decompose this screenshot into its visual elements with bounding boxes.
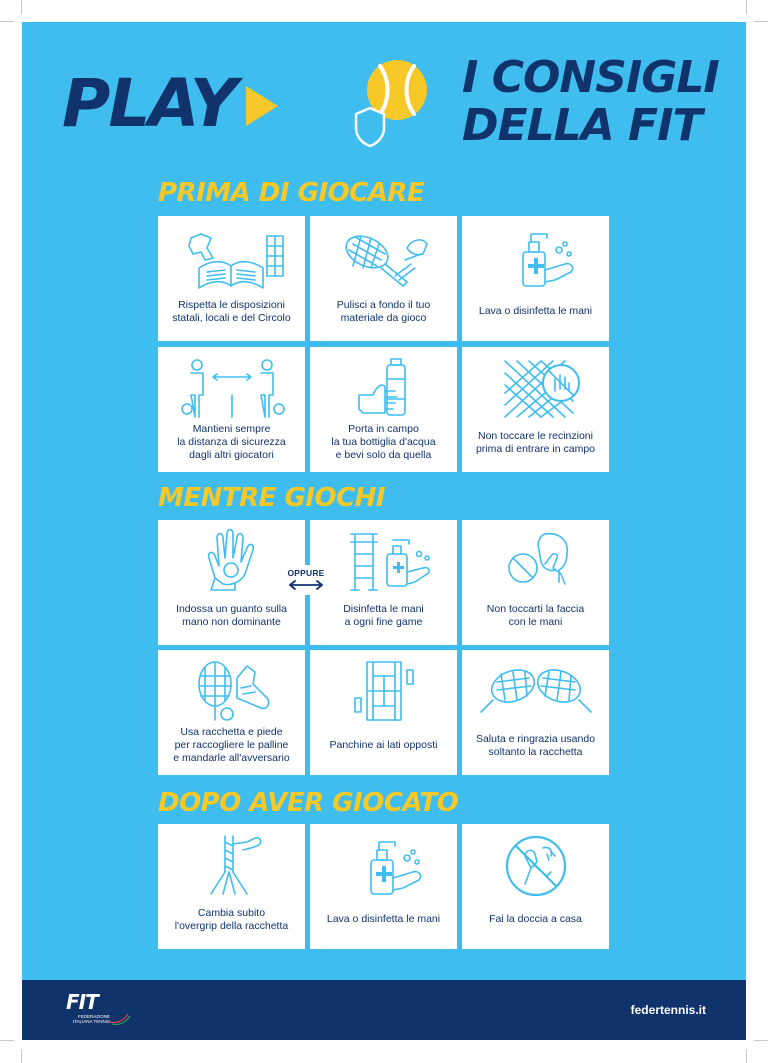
caption-line: Lava o disinfetta le mani xyxy=(326,913,441,925)
caption-line: Mantieni sempre xyxy=(192,423,271,435)
fit-brand-subtitle: FEDERAZIONE ITALIANA TENNIS xyxy=(72,1014,110,1024)
caption-line: Rispetta le disposizioni xyxy=(178,298,285,311)
caption-line: Pulisci a fondo il tuo xyxy=(336,298,431,311)
caption-line: Disinfetta le mani xyxy=(343,602,424,615)
caption-line: per raccogliere le palline xyxy=(174,739,289,751)
card-racket-greeting xyxy=(462,650,609,775)
card-caption xyxy=(473,290,598,341)
racket-greeting-icon xyxy=(475,658,597,724)
racket-foot-ball-icon xyxy=(171,658,293,724)
overgrip-icon xyxy=(171,832,293,898)
card-caption xyxy=(166,290,296,341)
umpire-chair-sanitizer-icon xyxy=(323,528,445,594)
card-no-fence xyxy=(462,347,609,472)
caption-line: mano non dominante xyxy=(182,615,281,628)
card-caption xyxy=(171,421,292,472)
play-label: PLAY xyxy=(62,65,236,142)
caption-line: dagli altri giocatori xyxy=(189,449,274,461)
card-caption xyxy=(167,724,295,775)
hand-sanitizer-icon xyxy=(475,224,597,290)
oppure-label: OPPURE xyxy=(287,568,325,578)
no-face-touch-icon xyxy=(475,528,597,594)
caption-line: Indossa un guanto sulla xyxy=(176,602,287,615)
card-caption xyxy=(337,594,430,645)
caption-line: Non toccare le recinzioni xyxy=(478,429,593,442)
caption-line: Panchine ai lati opposti xyxy=(329,739,438,751)
caption-line: prima di entrare in campo xyxy=(475,442,596,455)
card-disinfect-game xyxy=(310,520,457,645)
caption-line: Cambia subito xyxy=(197,906,266,919)
tennis-ball-shield-icon xyxy=(350,52,430,148)
caption-line: Usa racchetta e piede xyxy=(180,726,283,738)
page-title xyxy=(462,54,732,150)
crop-mark xyxy=(746,1049,747,1063)
crop-mark xyxy=(746,0,747,14)
card-wash-hands xyxy=(462,216,609,341)
caption-line: e mandarle all'avversario xyxy=(173,752,290,764)
card-water-bottle xyxy=(310,347,457,472)
hand-sanitizer-icon xyxy=(323,832,445,898)
racket-cleaning-icon xyxy=(323,224,445,290)
card-racket-foot xyxy=(158,650,305,775)
caption-line: Non toccarti la faccia xyxy=(486,602,585,615)
play-logo xyxy=(62,64,278,144)
caption-line: Lava o disinfetta le mani xyxy=(478,305,593,317)
card-distance xyxy=(158,347,305,472)
poster xyxy=(22,22,746,1040)
card-rules xyxy=(158,216,305,341)
title-line-2: DELLA FIT xyxy=(462,100,702,151)
caption-line: materiale da gioco xyxy=(340,311,427,324)
crop-mark xyxy=(0,1040,14,1041)
caption-line: statali, locali e del Circolo xyxy=(172,311,291,324)
card-caption xyxy=(481,594,590,645)
caption-line: la tua bottiglia d'acqua xyxy=(331,436,436,448)
no-fence-touch-icon xyxy=(475,355,597,421)
card-caption xyxy=(483,898,588,949)
title-line-1: I CONSIGLI xyxy=(462,52,719,103)
card-benches xyxy=(310,650,457,775)
card-caption xyxy=(170,594,293,645)
caption-line: Fai la doccia a casa xyxy=(489,913,582,925)
caption-line: la distanza di sicurezza xyxy=(177,436,286,448)
crop-mark xyxy=(754,1040,768,1041)
caption-line: l'overgrip della racchetta xyxy=(174,919,289,932)
court-benches-icon xyxy=(323,658,445,724)
card-caption xyxy=(321,898,446,949)
card-no-face-touch xyxy=(462,520,609,645)
caption-line: Saluta e ringrazia usando xyxy=(475,732,596,745)
card-caption xyxy=(325,421,441,472)
crop-mark xyxy=(21,1049,22,1063)
oppure-badge xyxy=(284,565,328,595)
caption-line: e bevi solo da quella xyxy=(335,449,432,461)
card-caption xyxy=(324,724,444,775)
play-arrow-icon xyxy=(246,86,278,126)
no-shower-icon xyxy=(475,832,597,898)
caption-line: Porta in campo xyxy=(348,423,419,435)
card-caption xyxy=(470,421,601,472)
section-title-prima: PRIMA DI GIOCARE xyxy=(158,178,425,208)
card-glove xyxy=(158,520,305,645)
crop-mark xyxy=(0,21,14,22)
footer xyxy=(22,980,746,1040)
card-clean-equipment xyxy=(310,216,457,341)
card-wash-hands-after xyxy=(310,824,457,949)
section-title-mentre: MENTRE GIOCHI xyxy=(158,483,386,513)
crop-mark xyxy=(21,0,22,14)
card-caption xyxy=(331,290,436,341)
section-title-dopo: DOPO AVER GIOCATO xyxy=(158,788,459,818)
fit-brand: FIT xyxy=(66,990,98,1014)
caption-line: con le mani xyxy=(508,615,563,628)
card-caption xyxy=(470,724,601,775)
double-arrow-icon xyxy=(288,580,324,590)
social-distance-icon xyxy=(171,355,293,421)
card-no-shower xyxy=(462,824,609,949)
caption-line: a ogni fine game xyxy=(344,615,423,628)
website-link[interactable]: federtennis.it xyxy=(630,1003,706,1017)
card-caption xyxy=(169,898,294,949)
caption-line: soltanto la racchetta xyxy=(488,745,583,758)
water-bottle-icon xyxy=(323,355,445,421)
card-overgrip xyxy=(158,824,305,949)
glove-icon xyxy=(171,528,293,594)
rules-book-icon xyxy=(171,224,293,290)
crop-mark xyxy=(754,21,768,22)
